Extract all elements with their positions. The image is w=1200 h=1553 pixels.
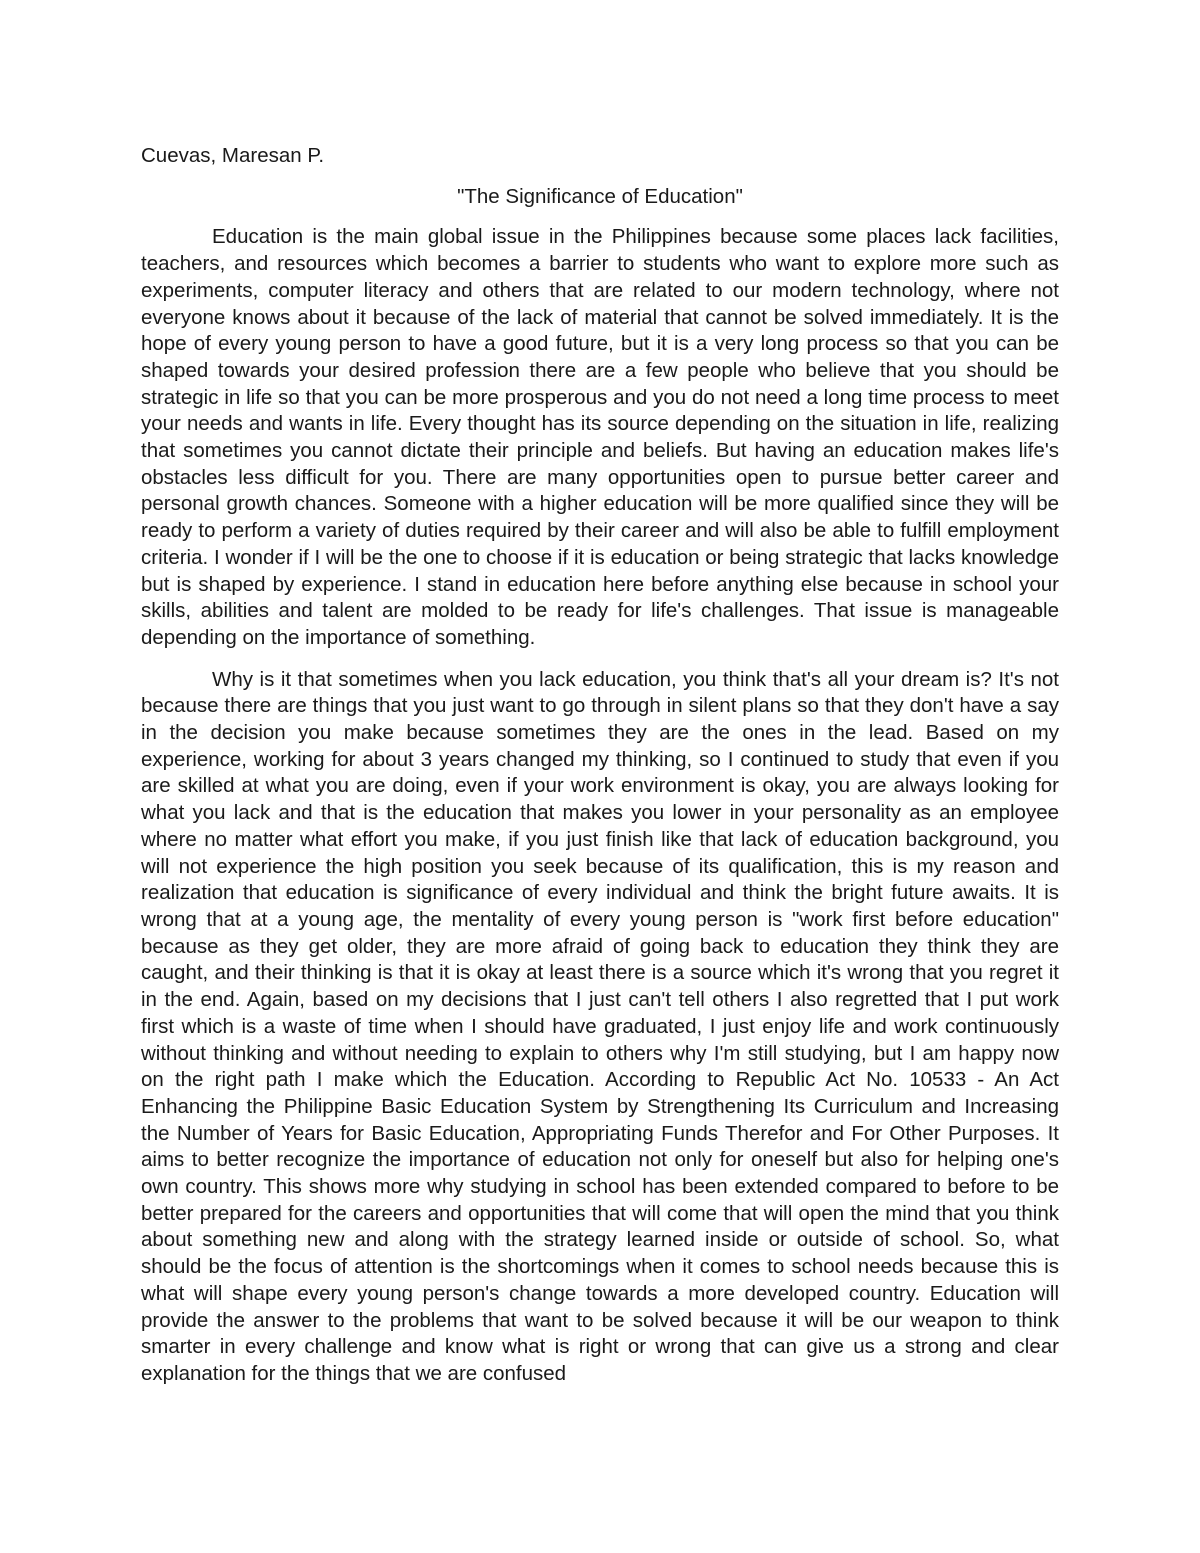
paragraph-1: Education is the main global issue in the Philippines because some places lack facilities, teachers, and resources which becomes a barrier to students who want to explore more such as experiments, computer literacy and others that are related to our modern technology, where not everyone knows about it because of the lack of material that cannot be solved immediately. It is the hope of every young person to have a good future, but it is a very long process so that you can be shaped towards your desired profession there are a few people who believe that you should be strategic in life so that you can be more prosperous and you do not need a long time process to meet your needs and wants in life. Every thought has its source depending on the situation in life, realizing that sometimes you cannot dictate their principle and beliefs. But having an education makes life's obstacles less difficult for you. There are many opportunities open to pursue better career and personal growth chances. Someone with a higher education will be more qualified since they will be ready to perform a variety of duties required by their career and will also be able to fulfill employment criteria. I wonder if I will be the one to choose if it is education or being strategic that lacks knowledge but is shaped by experience. I stand in education here before anything else because in school your skills, abilities and talent are molded to be ready for life's challenges. That issue is manageable depending on the importance of something.: [141, 225, 1059, 649]
paragraph-2: Why is it that sometimes when you lack education, you think that's all your dream is? It's not because there are things that you just want to go through in silent plans so that they don't have a say in the decision you make because sometimes they are the ones in the lead. Based on my experience, working for about 3 years changed my thinking, so I continued to study that even if you are skilled at what you are doing, even if your work environment is okay, you are always looking for what you lack and that is the education that makes you lower in your personality as an employee where no matter what effort you make, if you just finish like that lack of education background, you will not experience the high position you seek because of its qualification, this is my reason and realization that education is significance of every individual and think the bright future awaits. It is wrong that at a young age, the mentality of every young person is "work first before education" because as they get older, they are more afraid of going back to education they think they are caught, and their thinking is that it is okay at least there is a source which it's wrong that you regret it in the end. Again, based on my decisions that I just can't tell others I also regretted that I put work first which is a waste of time when I should have graduated, I just enjoy life and work continuously without thinking and without needing to explain to others why I'm still studying, but I am happy now on the right path I make which the Education. According to Republic Act No. 10533 - An Act Enhancing the Philippine Basic Education System by Strengthening Its Curriculum and Increasing the Number of Years for Basic Education, Appropriating Funds Therefor and For Other Purposes. It aims to better recognize the importance of education not only for oneself but also for helping one's own country. This shows more why studying in school has been extended compared to before to be better prepared for the careers and opportunities that will come that will open the mind that you think about something new and along with the strategy learned inside or outside of school. So, what should be the focus of attention is the shortcomings when it comes to school needs because this is what will shape every young person's change towards a more developed country. Education will provide the answer to the problems that want to be solved because it will be our weapon to think smarter in every challenge and know what is right or wrong that can give us a strong and clear explanation for the things that we are confused: [141, 667, 1059, 1385]
document-body: [141, 143, 1059, 1388]
author-name: Cuevas, Maresan P.: [141, 144, 325, 167]
essay-title: "The Significance of Education": [457, 184, 743, 208]
